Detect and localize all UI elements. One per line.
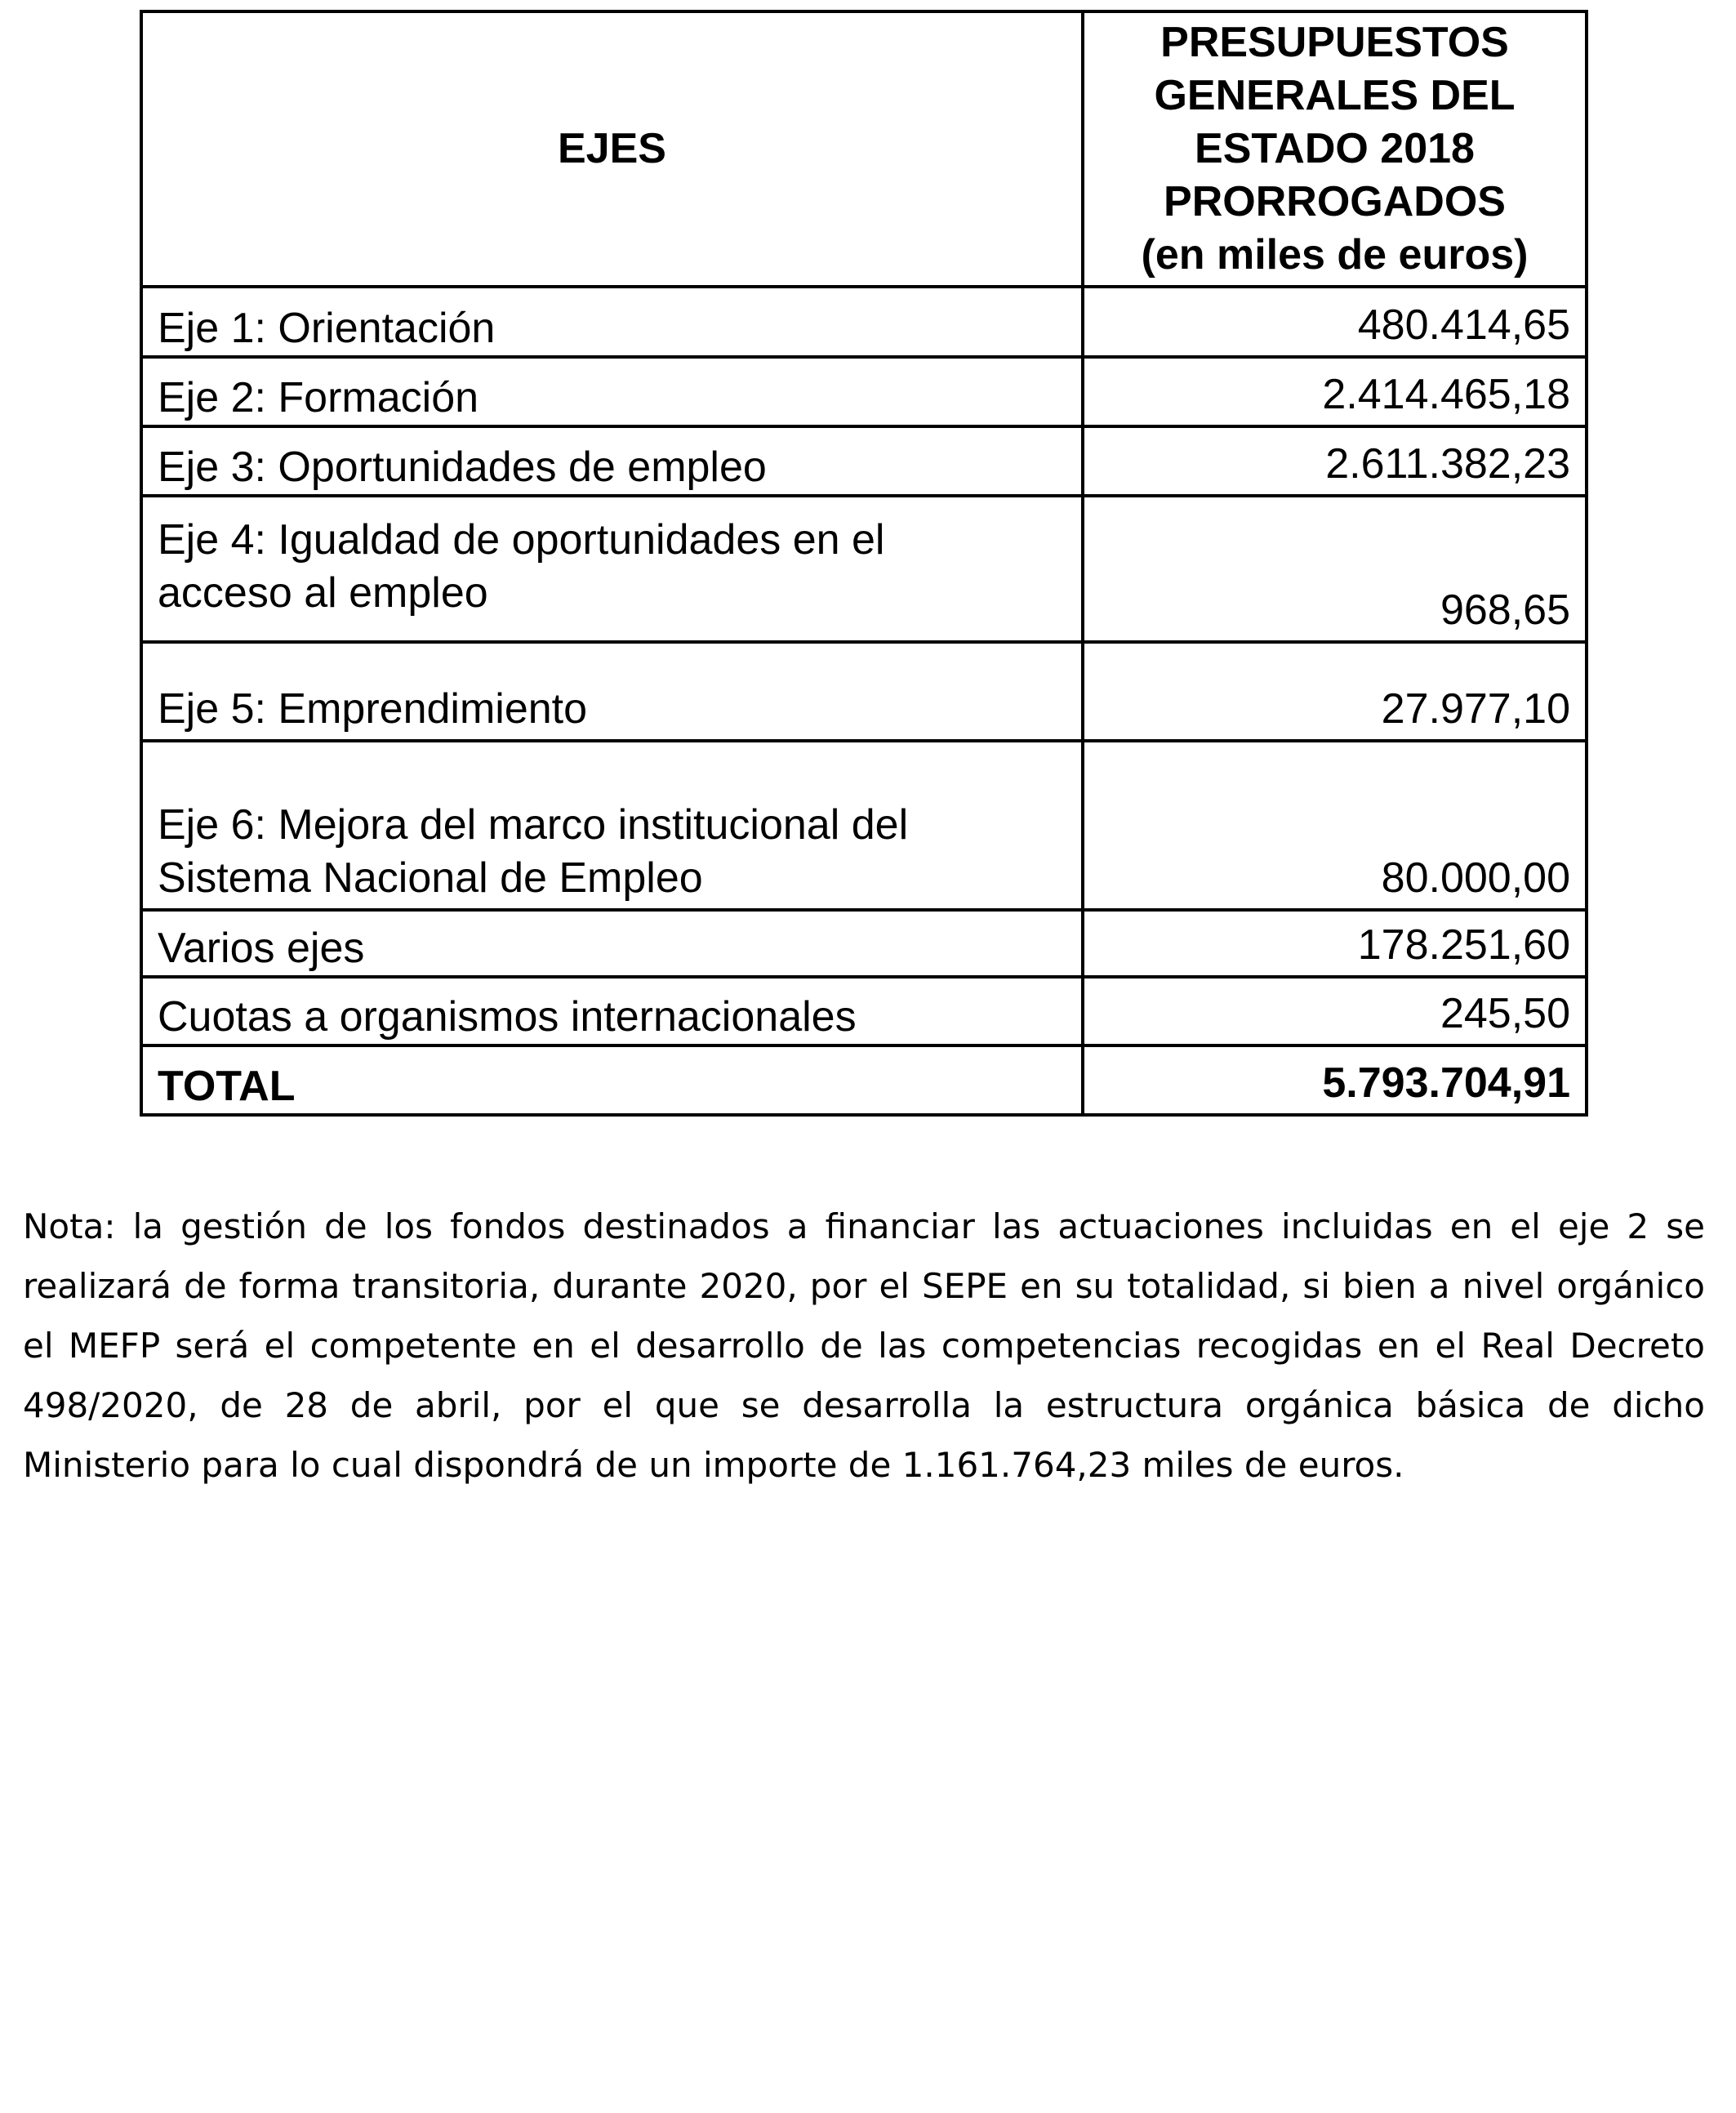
table-row xyxy=(141,357,1587,426)
eje-label: Eje 1: Orientación xyxy=(141,287,1083,357)
total-row xyxy=(141,1045,1587,1115)
table-row xyxy=(141,910,1587,977)
budget-table xyxy=(140,10,1588,1117)
header-line: PRESUPUESTOS xyxy=(1160,19,1509,66)
table-row xyxy=(141,496,1587,642)
eje-label: Varios ejes xyxy=(141,910,1083,977)
eje-label: Cuotas a organismos internacionales xyxy=(141,977,1083,1045)
table-row xyxy=(141,287,1587,357)
eje-value: 2.611.382,23 xyxy=(1083,426,1587,496)
table-header-row xyxy=(141,11,1587,287)
eje-label: Eje 5: Emprendimiento xyxy=(141,642,1083,741)
footnote: Nota: la gestión de los fondos destinados a financiar las actuaciones incluidas en el eje 2 se realizará de forma transitoria, durante 2020, por el SEPE en su totalidad, si bien a nivel orgánico el MEFP será el competente en el desarrollo de las competencias recogidas en el Real Decreto 498/2020, de 28 de abril, por el que se desarrolla la estructura orgánica básica de dicho Ministerio para lo cual dispondrá de un importe de 1.161.764,23 miles de euros. xyxy=(23,1206,1705,1485)
header-line: PRORROGADOS xyxy=(1164,178,1506,225)
table-row xyxy=(141,642,1587,741)
header-ejes: EJES xyxy=(141,11,1083,287)
eje-label xyxy=(141,496,1083,642)
total-value: 5.793.704,91 xyxy=(1083,1045,1587,1115)
eje-label-line: Eje 6: Mejora del marco institucional del xyxy=(158,801,909,849)
eje-value: 178.251,60 xyxy=(1083,910,1587,977)
eje-value: 80.000,00 xyxy=(1083,741,1587,910)
total-label: TOTAL xyxy=(141,1045,1083,1115)
header-line: (en miles de euros) xyxy=(1141,231,1529,279)
eje-value: 27.977,10 xyxy=(1083,642,1587,741)
header-line: ESTADO 2018 xyxy=(1195,125,1475,172)
eje-label-line: acceso al empleo xyxy=(158,569,488,617)
eje-label-line: Sistema Nacional de Empleo xyxy=(158,854,703,902)
eje-value: 480.414,65 xyxy=(1083,287,1587,357)
eje-value: 245,50 xyxy=(1083,977,1587,1045)
table-row xyxy=(141,426,1587,496)
eje-value: 2.414.465,18 xyxy=(1083,357,1587,426)
table-row xyxy=(141,741,1587,910)
table-row xyxy=(141,977,1587,1045)
eje-label xyxy=(141,741,1083,910)
eje-value: 968,65 xyxy=(1083,496,1587,642)
eje-label: Eje 3: Oportunidades de empleo xyxy=(141,426,1083,496)
header-presupuesto xyxy=(1083,11,1587,287)
eje-label: Eje 2: Formación xyxy=(141,357,1083,426)
header-line: GENERALES DEL xyxy=(1154,72,1516,119)
eje-label-line: Eje 4: Igualdad de oportunidades en el xyxy=(158,516,885,564)
